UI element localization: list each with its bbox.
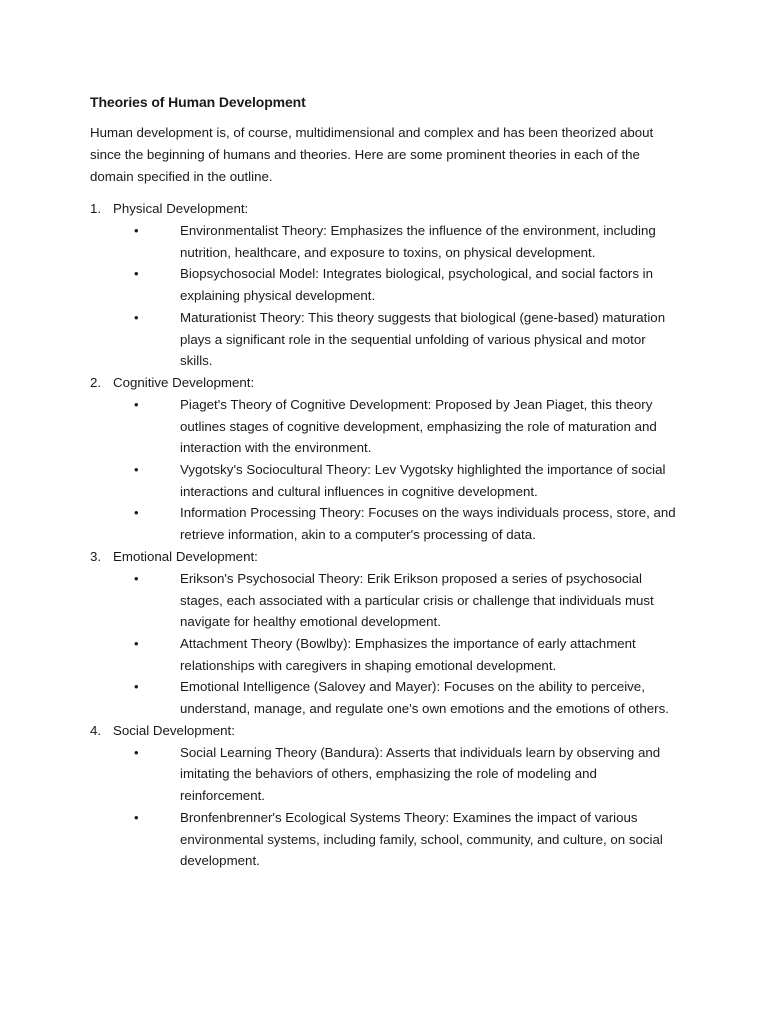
bullet-dot-icon: • [134, 635, 139, 651]
section-heading: Social Development: [113, 722, 235, 738]
bullet-text: Erikson's Psychosocial Theory: Erik Erikson proposed a series of psychosocial stages, each associated with a particular crisis or challenge that individuals must navigate for healthy emotional development. [180, 570, 654, 630]
bullet-dot-icon: • [134, 744, 139, 760]
section-item [90, 546, 680, 720]
section-item [90, 720, 680, 872]
bullet-dot-icon: • [134, 809, 139, 825]
bullet-text: Information Processing Theory: Focuses on the ways individuals process, store, and retrieve information, akin to a computer's processing of data. [180, 505, 676, 543]
intro-paragraph: Human development is, of course, multidimensional and complex and has been theorized about since the beginning of humans and theories. Here are some prominent theories in each of the domain specified in the outline. [90, 125, 654, 184]
bullet-dot-icon: • [134, 679, 139, 695]
section-heading: Emotional Development: [113, 548, 258, 564]
section-item [90, 372, 680, 546]
bullet-item [90, 633, 680, 676]
bullet-item [90, 676, 680, 719]
bullet-dot-icon: • [134, 505, 139, 521]
bullet-text: Bronfenbrenner's Ecological Systems Theory: Examines the impact of various environmental systems, including family, school, community, and culture, on social development. [180, 809, 663, 869]
bullet-list [90, 220, 680, 372]
section-heading-row [90, 198, 680, 220]
bullet-dot-icon: • [134, 396, 139, 412]
section-number: 1. [90, 201, 102, 216]
bullet-item [90, 220, 680, 263]
bullet-item [90, 307, 680, 372]
bullet-text: Social Learning Theory (Bandura): Asserts that individuals learn by observing and imitating the behaviors of others, emphasizing the role of modeling and reinforcement. [180, 744, 661, 804]
bullet-text: Maturationist Theory: This theory suggests that biological (gene-based) maturation plays a significant role in the sequential unfolding of various physical and motor skills. [180, 309, 666, 369]
bullet-dot-icon: • [134, 223, 139, 238]
sections-list [90, 198, 680, 872]
bullet-list [90, 742, 680, 872]
bullet-text: Attachment Theory (Bowlby): Emphasizes the importance of early attachment relationships with caregivers in shaping emotional development. [180, 635, 636, 673]
bullet-text: Emotional Intelligence (Salovey and Mayer): Focuses on the ability to perceive, understand, manage, and regulate one's own emotions and the emotions of others. [180, 679, 669, 717]
bullet-list [90, 394, 680, 546]
bullet-dot-icon: • [134, 570, 139, 586]
document-title: Theories of Human Development [90, 94, 306, 110]
section-item [90, 198, 680, 372]
section-number: 4. [90, 722, 102, 738]
section-number: 2. [90, 374, 102, 390]
section-heading-row [90, 372, 680, 394]
section-heading: Cognitive Development: [113, 374, 255, 390]
document-page [90, 91, 680, 872]
section-heading: Physical Development: [113, 201, 249, 216]
bullet-item [90, 459, 680, 502]
section-heading-row [90, 720, 680, 742]
section-heading-row [90, 546, 680, 568]
section-number: 3. [90, 548, 102, 564]
bullet-item [90, 742, 680, 807]
bullet-item [90, 394, 680, 459]
bullet-text: Biopsychosocial Model: Integrates biological, psychological, and social factors in explaining physical development. [180, 266, 654, 304]
bullet-dot-icon: • [134, 462, 139, 478]
bullet-text: Environmentalist Theory: Emphasizes the influence of the environment, including nutrition, healthcare, and exposure to toxins, on physical development. [180, 223, 656, 260]
bullet-dot-icon: • [134, 266, 139, 282]
bullet-item [90, 807, 680, 872]
bullet-text: Piaget's Theory of Cognitive Development: Proposed by Jean Piaget, this theory outlines stages of cognitive development, emphasizing the role of maturation and interaction with the environment. [180, 396, 657, 456]
bullet-text: Vygotsky's Sociocultural Theory: Lev Vygotsky highlighted the importance of social interactions and cultural influences in cognitive development. [180, 462, 666, 499]
bullet-item [90, 263, 680, 306]
bullet-item [90, 502, 680, 545]
bullet-list [90, 568, 680, 720]
bullet-item [90, 568, 680, 633]
bullet-dot-icon: • [134, 309, 139, 325]
